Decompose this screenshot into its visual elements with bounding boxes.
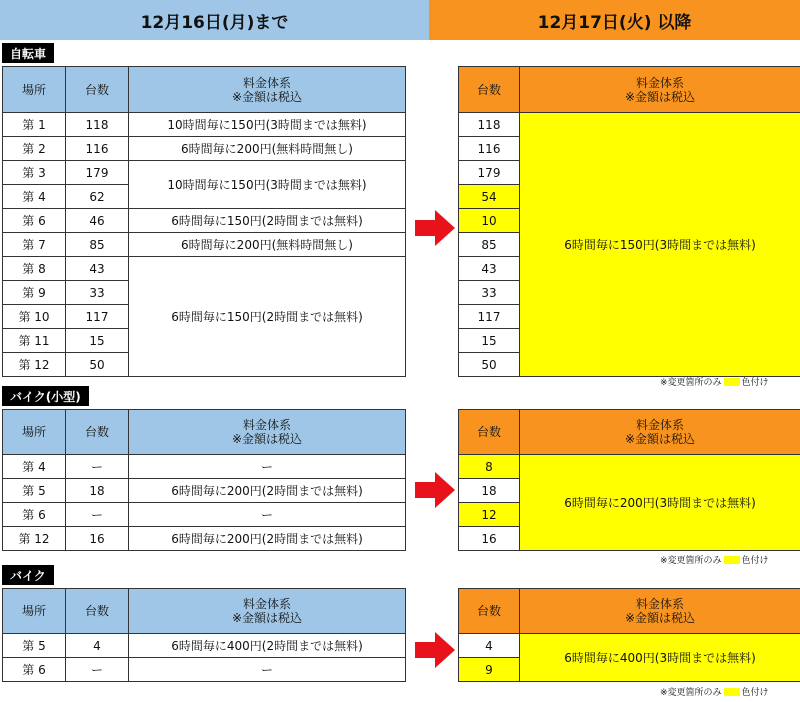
col-fee: 料金体系 ※金額は税込 [520, 67, 800, 113]
bike-after-table [458, 588, 800, 682]
fee-cell: 6時間毎に150円(2時間までは無料) [129, 257, 406, 377]
before-period-header: 12月16日(月)まで [0, 0, 429, 40]
place-cell: 第 12 [3, 527, 66, 551]
col-count: 台数 [66, 67, 129, 113]
fee-cell: 6時間毎に400円(3時間までは無料) [520, 634, 800, 682]
bike-small-after-table [458, 409, 800, 551]
count-cell: 43 [66, 257, 129, 281]
count-cell: 18 [66, 479, 129, 503]
bike-small-before-table [2, 409, 406, 551]
fee-cell: 6時間毎に150円(2時間までは無料) [129, 209, 406, 233]
count-cell: ー [66, 658, 129, 682]
count-cell: 46 [66, 209, 129, 233]
arrow-right-icon [415, 472, 455, 508]
place-cell: 第 8 [3, 257, 66, 281]
section-title-bike: バイク [2, 565, 54, 585]
place-cell: 第 12 [3, 353, 66, 377]
count-cell: 116 [66, 137, 129, 161]
section-title-bike-small: バイク(小型) [2, 386, 89, 406]
count-cell-changed: 54 [459, 185, 520, 209]
col-place: 場所 [3, 67, 66, 113]
col-fee: 料金体系 ※金額は税込 [520, 589, 800, 634]
count-cell-changed: 10 [459, 209, 520, 233]
fee-cell: 6時間毎に200円(無料時間無し) [129, 137, 406, 161]
count-cell: ー [66, 503, 129, 527]
count-cell: 116 [459, 137, 520, 161]
count-cell: 118 [66, 113, 129, 137]
place-cell: 第 9 [3, 281, 66, 305]
place-cell: 第 11 [3, 329, 66, 353]
count-cell: 4 [459, 634, 520, 658]
section-title-bicycle: 自転車 [2, 43, 54, 63]
change-legend: ※変更箇所のみ 色付け [660, 378, 769, 388]
col-place: 場所 [3, 589, 66, 634]
count-cell: 117 [66, 305, 129, 329]
count-cell: 179 [66, 161, 129, 185]
fee-cell: ー [129, 455, 406, 479]
count-cell: 179 [459, 161, 520, 185]
arrow-right-icon [415, 632, 455, 668]
fee-cell: 6時間毎に200円(無料時間無し) [129, 233, 406, 257]
col-fee: 料金体系 ※金額は税込 [520, 410, 800, 455]
highlight-swatch [724, 556, 740, 564]
place-cell: 第 3 [3, 161, 66, 185]
count-cell: 16 [66, 527, 129, 551]
place-cell: 第 10 [3, 305, 66, 329]
count-cell-changed: 12 [459, 503, 520, 527]
count-cell: 16 [459, 527, 520, 551]
count-cell: 18 [459, 479, 520, 503]
count-cell: 118 [459, 113, 520, 137]
count-cell: 4 [66, 634, 129, 658]
place-cell: 第 6 [3, 209, 66, 233]
place-cell: 第 6 [3, 658, 66, 682]
fee-cell: ー [129, 658, 406, 682]
place-cell: 第 2 [3, 137, 66, 161]
count-cell: 33 [459, 281, 520, 305]
count-cell: 62 [66, 185, 129, 209]
fee-cell: 6時間毎に150円(3時間までは無料) [520, 113, 800, 377]
highlight-swatch [724, 688, 740, 696]
count-cell: 85 [66, 233, 129, 257]
count-cell: ー [66, 455, 129, 479]
col-count: 台数 [66, 589, 129, 634]
place-cell: 第 6 [3, 503, 66, 527]
fee-cell: 6時間毎に400円(2時間までは無料) [129, 634, 406, 658]
fee-cell: 6時間毎に200円(2時間までは無料) [129, 527, 406, 551]
bike-before-table [2, 588, 406, 682]
count-cell: 15 [66, 329, 129, 353]
place-cell: 第 5 [3, 479, 66, 503]
count-cell: 43 [459, 257, 520, 281]
col-count: 台数 [66, 410, 129, 455]
col-fee: 料金体系 ※金額は税込 [129, 589, 406, 634]
place-cell: 第 1 [3, 113, 66, 137]
count-cell: 117 [459, 305, 520, 329]
change-legend: ※変更箇所のみ 色付け [660, 688, 769, 698]
col-fee: 料金体系 ※金額は税込 [129, 410, 406, 455]
place-cell: 第 5 [3, 634, 66, 658]
count-cell: 33 [66, 281, 129, 305]
highlight-swatch [724, 378, 740, 386]
fee-cell: 6時間毎に200円(3時間までは無料) [520, 455, 800, 551]
fee-cell: 10時間毎に150円(3時間までは無料) [129, 113, 406, 137]
bicycle-after-table [458, 66, 800, 377]
col-count: 台数 [459, 410, 520, 455]
count-cell: 85 [459, 233, 520, 257]
change-legend: ※変更箇所のみ 色付け [660, 556, 769, 566]
count-cell-changed: 8 [459, 455, 520, 479]
count-cell-changed: 9 [459, 658, 520, 682]
col-fee: 料金体系 ※金額は税込 [129, 67, 406, 113]
place-cell: 第 7 [3, 233, 66, 257]
count-cell: 50 [459, 353, 520, 377]
fee-cell: 10時間毎に150円(3時間までは無料) [129, 161, 406, 209]
arrow-right-icon [415, 210, 455, 246]
count-cell: 15 [459, 329, 520, 353]
place-cell: 第 4 [3, 185, 66, 209]
col-place: 場所 [3, 410, 66, 455]
place-cell: 第 4 [3, 455, 66, 479]
fee-cell: ー [129, 503, 406, 527]
bicycle-before-table [2, 66, 406, 377]
col-count: 台数 [459, 67, 520, 113]
fee-cell: 6時間毎に200円(2時間までは無料) [129, 479, 406, 503]
count-cell: 50 [66, 353, 129, 377]
col-count: 台数 [459, 589, 520, 634]
after-period-header: 12月17日(火) 以降 [429, 0, 800, 40]
